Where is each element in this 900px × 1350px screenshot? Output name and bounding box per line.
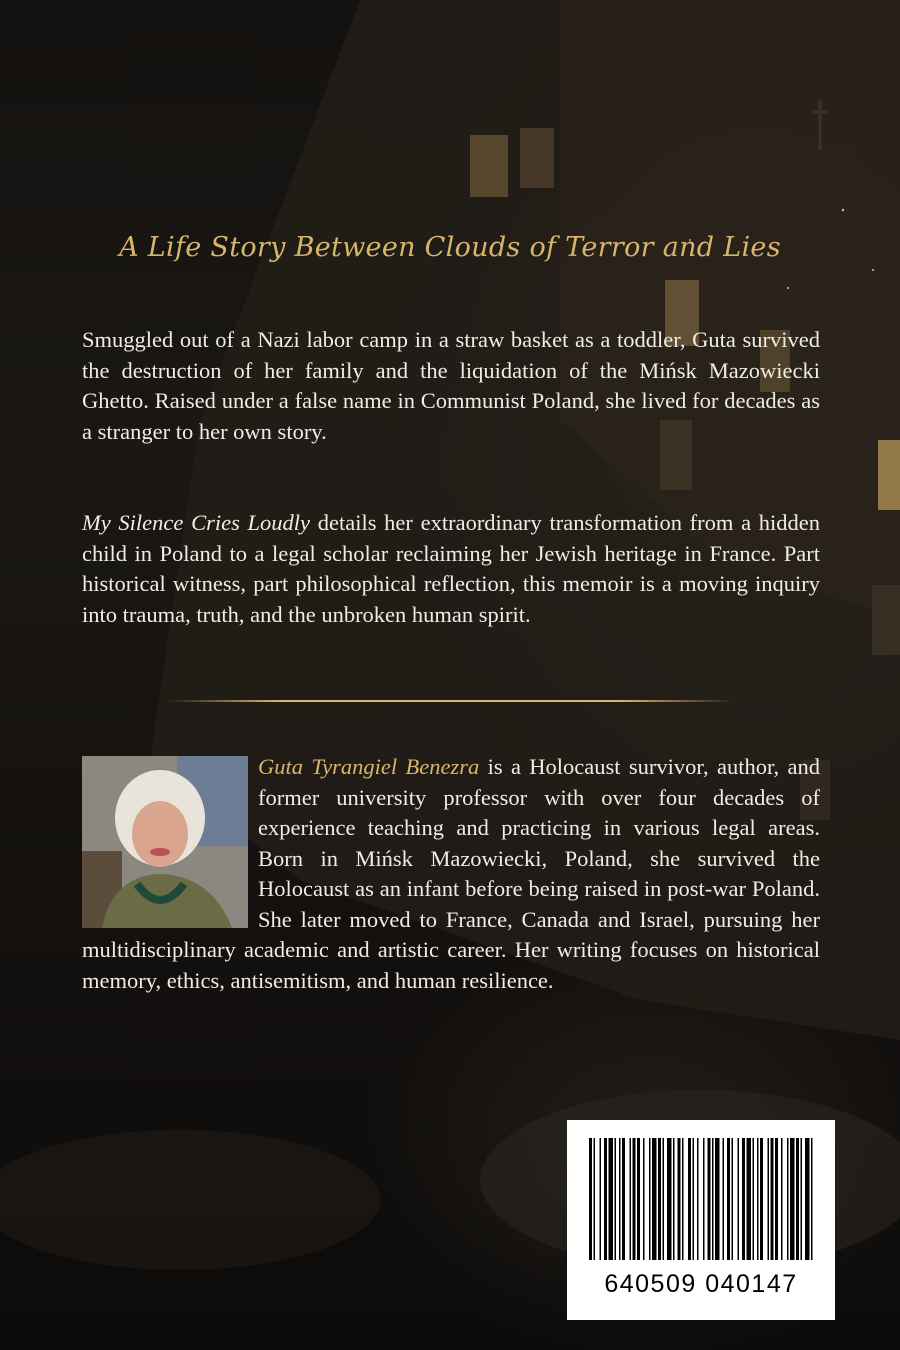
barcode-bar [768,1138,770,1260]
barcode-bar [760,1138,763,1260]
barcode-bar [787,1138,789,1260]
barcode-bar [775,1138,778,1260]
barcode-bar [652,1138,657,1260]
barcode-bar [633,1138,636,1260]
synopsis-paragraph-2-text: details her extraordinary transformation from a hidden child in Poland to a legal scholar reclaiming her Jewish heritage in France. Part historical witness, part philosophical reflection, this memoir is a moving inquiry into trauma, truth, and the unbroken human spirit. [82,510,821,627]
barcode-bar [796,1138,799,1260]
barcode [567,1120,835,1320]
barcode-bar [643,1138,645,1260]
barcode-bar [805,1138,810,1260]
barcode-bar [742,1138,745,1260]
barcode-bar [790,1138,795,1260]
synopsis-paragraph-2 [82,508,820,630]
barcode-bar [781,1138,783,1260]
barcode-bar [727,1138,730,1260]
barcode-bar [649,1138,651,1260]
author-name: Guta Tyrangiel Benezra [258,754,480,779]
barcode-bar [600,1138,602,1260]
barcode-bar [747,1138,752,1260]
barcode-bar [723,1138,725,1260]
barcode-bar [682,1138,684,1260]
synopsis-paragraph-1: Smuggled out of a Nazi labor camp in a straw basket as a toddler, Guta survived the destruction of her family and the liquidation of the Mińsk Mazowiecki Ghetto. Raised under a false name in Communist Poland, she lived for decades as a stranger to her own story. [82,327,820,444]
barcode-bar [594,1138,596,1260]
portrait-photo [82,756,248,928]
barcode-bar [637,1138,640,1260]
barcode-bar [609,1138,614,1260]
barcode-bar [688,1138,691,1260]
barcode-bar [678,1138,681,1260]
barcode-bar [663,1138,665,1260]
barcode-bar [732,1138,734,1260]
barcode-icon [567,1120,835,1270]
barcode-bar [712,1138,714,1260]
tagline: A Life Story Between Clouds of Terror and Lies [119,232,781,263]
barcode-bar [589,1138,592,1260]
author-bio-text: is a Holocaust survivor, author, and former university professor with over four decades of experience teaching and practicing in various legal areas. Born in Mińsk Mazowiecki, Poland, she survived the Holocaust as an infant before being raised in post-war Poland. She later moved to France, Canada and Israel, pursuing her multidisciplinary academic and artistic career. Her writing focuses on historical memory, ethics, antisemitism, and human resilience. [82,754,820,993]
author-portrait [82,756,248,928]
barcode-bar [703,1138,705,1260]
gold-divider [165,700,735,702]
barcode-bar [715,1138,720,1260]
barcode-bar [697,1138,699,1260]
barcode-bar [622,1138,625,1260]
barcode-bar [667,1138,672,1260]
barcode-bar [619,1138,621,1260]
barcode-bar [757,1138,759,1260]
barcode-bar [604,1138,607,1260]
barcode-bar [753,1138,755,1260]
author-bio [82,752,820,996]
barcode-bar [771,1138,774,1260]
barcode-bar [738,1138,740,1260]
book-title: My Silence Cries Loudly [82,510,311,535]
barcode-bar [615,1138,617,1260]
barcode-bar [801,1138,803,1260]
barcode-bar [673,1138,675,1260]
barcode-bar [630,1138,632,1260]
barcode-bar [811,1138,813,1260]
barcode-number: 640509 040147 [604,1270,798,1298]
barcode-bar [693,1138,695,1260]
barcode-bar [658,1138,661,1260]
barcode-bar [708,1138,711,1260]
